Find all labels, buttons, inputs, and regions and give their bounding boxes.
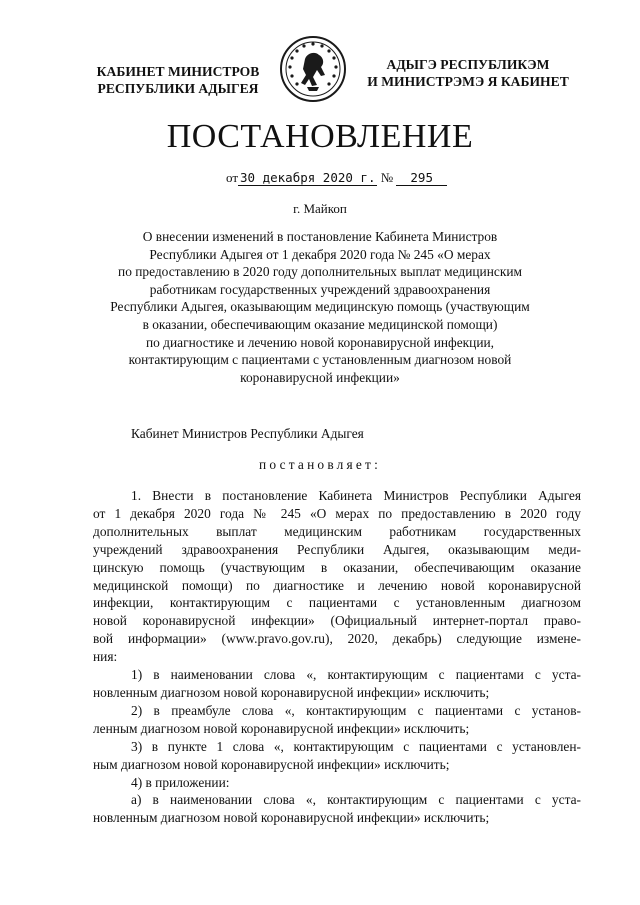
date-line bbox=[226, 170, 447, 186]
subject-line: по предоставлению в 2020 году дополнительных выплат медицинским bbox=[118, 264, 522, 280]
body-line: дополнительных выплат медицинским работникам государственных bbox=[93, 523, 581, 539]
header-left-line1: КАБИНЕТ МИНИСТРОВ bbox=[96, 64, 260, 79]
body-line: вой информации» (www.pravo.gov.ru), 2020, декабрь) следующие измене- bbox=[93, 631, 581, 647]
city-line: г. Майкоп bbox=[293, 201, 347, 216]
header-left-line2: РЕСПУБЛИКИ АДЫГЕЯ bbox=[97, 81, 259, 96]
subject-line: по диагностике и лечению новой коронавирусной инфекции, bbox=[145, 334, 495, 350]
header-right-line1: АДЫГЭ РЕСПУБЛИКЭМ bbox=[386, 57, 550, 72]
body-line: ленным диагнозом новой коронавирусной инфекции» исключить; bbox=[93, 720, 470, 736]
emblem-icon bbox=[279, 35, 347, 103]
subject-line: О внесении изменений в постановление Кабинета Министров bbox=[142, 229, 498, 244]
body-line: учреждений здравоохранения Республики Адыгея, оказывающим меди- bbox=[93, 541, 581, 557]
subject-line: коронавирусной инфекции» bbox=[240, 369, 400, 385]
document-subject bbox=[60, 228, 580, 386]
body-line: 3) в пункте 1 слова «, контактирующим с пациентами с установлен- bbox=[131, 738, 581, 754]
subject-line: Республики Адыгея от 1 декабря 2020 года № 245 «О мерах bbox=[149, 246, 491, 262]
document-date: 30 декабря 2020 г. bbox=[240, 170, 376, 185]
body-line: 1. Внести в постановление Кабинета Министров Республики Адыгея bbox=[131, 488, 581, 503]
body-line: а) в наименовании слова «, контактирующим с пациентами с уста- bbox=[131, 792, 581, 808]
subject-line: Республики Адыгея, оказывающим медицинскую помощь (участвующим bbox=[110, 299, 530, 315]
subject-line: работникам государственных учреждений здравоохранения bbox=[149, 281, 491, 297]
header-left bbox=[78, 63, 278, 97]
body-line: ным диагнозом новой коронавирусной инфекции» исключить; bbox=[93, 756, 450, 772]
body-line: медицинской помощи) по диагностике и лечению новой коронавирусной bbox=[93, 577, 581, 593]
document-body bbox=[93, 487, 581, 827]
subject-line: контактирующим с пациентами с установленным диагнозом новой bbox=[128, 352, 512, 368]
header-right bbox=[352, 56, 584, 90]
cabinet-line: Кабинет Министров Республики Адыгея bbox=[131, 426, 364, 441]
body-line: 4) в приложении: bbox=[131, 774, 230, 790]
document-number: 295 bbox=[396, 171, 447, 186]
subject-line: в оказании, обеспечивающим оказание медицинской помощи) bbox=[142, 316, 498, 332]
body-line: от 1 декабря 2020 года № 245 «О мерах по предоставлению в 2020 году bbox=[93, 505, 581, 521]
body-line: ния: bbox=[93, 649, 118, 665]
body-line: новленным диагнозом новой коронавирусной инфекции» исключить; bbox=[93, 810, 490, 826]
decree-word: постановляет: bbox=[258, 457, 382, 472]
body-line: цинскую помощь (участвующим в оказании, обеспечивающим оказание bbox=[93, 559, 581, 575]
date-prefix: от bbox=[226, 170, 239, 185]
document-title: ПОСТАНОВЛЕНИЕ bbox=[166, 118, 474, 155]
number-label: № bbox=[380, 170, 394, 185]
body-line: новленным диагнозом новой коронавирусной инфекции» исключить; bbox=[93, 684, 490, 700]
body-line: 1) в наименовании слова «, контактирующим с пациентами с уста- bbox=[131, 667, 581, 683]
body-line: новой коронавирусной инфекции» (Официальный интернет-портал право- bbox=[93, 613, 581, 629]
body-line: 2) в преамбуле слова «, контактирующим с пациентами с установ- bbox=[131, 702, 581, 718]
header-right-line2: И МИНИСТРЭМЭ Я КАБИНЕТ bbox=[367, 74, 569, 89]
body-line: инфекции, контактирующим с пациентами с установленным диагнозом bbox=[93, 595, 581, 611]
